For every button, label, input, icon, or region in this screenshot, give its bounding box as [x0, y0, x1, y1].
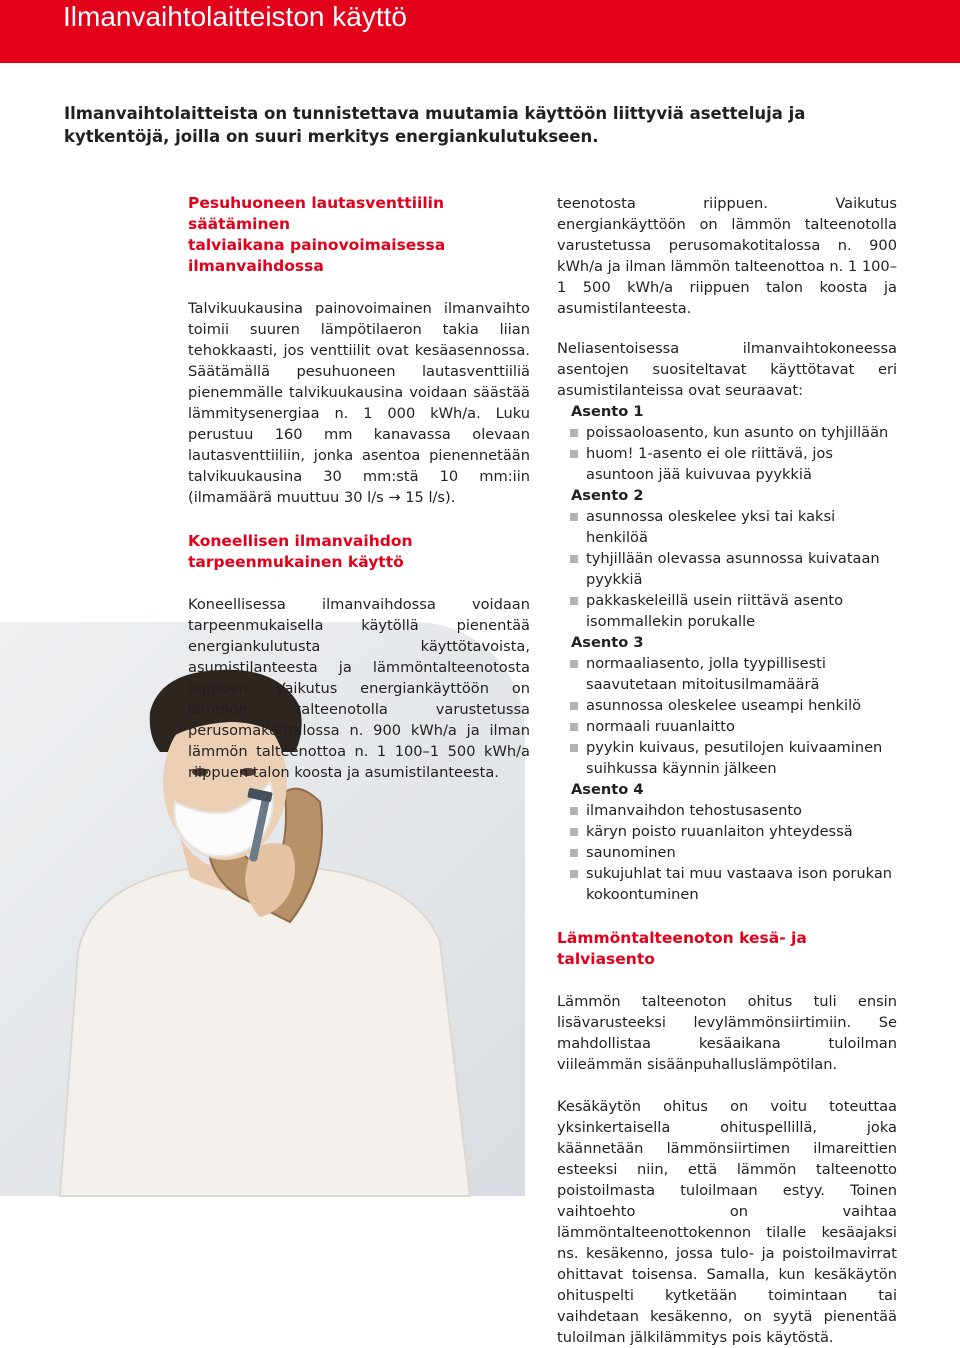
position-4-list [557, 800, 897, 905]
position-3-list [557, 653, 897, 779]
position-2-title: Asento 2 [571, 487, 644, 504]
page-header [0, 0, 960, 63]
list-item: asunnossa oleskelee yksi tai kaksi henkilöä [586, 506, 897, 548]
column-right [557, 193, 897, 1348]
section3-paragraph-2: Kesäkäytön ohitus on voitu toteuttaa yksinkertaisella ohituspellillä, joka käännetään lämmönsiirtimen ilmareittien esteeksi niin, että lämmön talteenotto poistoilmasta tuloilmaan estyy. Toinen vaihtoehto on vaihtaa lämmöntalteenottokennon tilalle kesäajaksi ns. kesäkenno, jossa tulo- ja poistoilmavirrat ohittavat toisensa. Samalla, kun kesäkäytön ohituspelti kytketään toimintaan tai vaihdetaan kesäkenno, on syytä pienentää tuloilman jälkilämmitys pois käytöstä. [557, 1098, 897, 1346]
list-item: pyykin kuivaus, pesutilojen kuivaaminen suihkussa käynnin jälkeen [586, 737, 897, 779]
position-1-title: Asento 1 [571, 403, 644, 420]
position-1-list [557, 422, 897, 485]
position-4-title: Asento 4 [571, 781, 644, 798]
list-item: sukujuhlat tai muu vastaava ison porukan kokoontuminen [586, 863, 897, 905]
list-item: käryn poisto ruuanlaiton yhteydessä [586, 821, 897, 842]
list-item: ilmanvaihdon tehostusasento [586, 800, 897, 821]
list-item: huom! 1-asento ei ole riittävä, jos asuntoon jää kuivuvaa pyykkiä [586, 443, 897, 485]
section3-paragraph-1: Lämmön talteenoton ohitus tuli ensin lisävarusteeksi levylämmönsiirtimiin. Se mahdollistaa kesäaikana tuloilman viileämmän sisäänpuhalluslämpötilan. [557, 993, 897, 1073]
list-item: normaaliasento, jolla tyypillisesti saavutetaan mitoitusilmamäärä [586, 653, 897, 695]
section1-heading-line1: Pesuhuoneen lautasventtiilin säätäminen [188, 194, 444, 233]
section1-body: Talvikuukausina painovoimainen ilmanvaihto toimii suuren lämpötilaeron takia liian tehokkaasti, jos venttiilit ovat kesäasennossa. Säätämällä pesuhuoneen lautasventtiiliä pienemmälle talvikuukausina voidaan säästää lämmitysenergiaa n. 1 000 kWh/a. Luku perustuu 160 mm kanavassa olevaan lautasventtiiliin, jonka asentoa pienennetään talvikuukausina 30 mm:stä 10 mm:iin (ilmamäärä muuttuu 30 l/s → 15 l/s). [188, 300, 530, 506]
list-item: pakkaskeleillä usein riittävä asento isommallekin porukalle [586, 590, 897, 632]
section2-heading-line2: tarpeenmukainen käyttö [188, 553, 404, 571]
position-2 [557, 485, 897, 632]
position-2-list [557, 506, 897, 632]
page-title: Ilmanvaihtolaitteiston käyttö [63, 1, 407, 32]
position-1 [557, 401, 897, 485]
section3-heading: Lämmöntalteenoton kesä- ja talviasento [557, 929, 807, 968]
list-item: tyhjillään olevassa asunnossa kuivataan pyykkiä [586, 548, 897, 590]
section2-body-continued: teenotosta riippuen. Vaikutus energiankäyttöön on lämmön talteenotolla varustetussa perusomakotitalossa n. 900 kWh/a ja ilman lämmön talteenottoa n. 1 100–1 500 kWh/a riippuen talon koosta ja asumistilanteesta. [557, 195, 897, 317]
list-item: poissaoloasento, kun asunto on tyhjillään [586, 422, 897, 443]
section2-heading-line1: Koneellisen ilmanvaihdon [188, 532, 413, 550]
section2-heading [188, 531, 530, 573]
section1-heading [188, 193, 530, 277]
position-4 [557, 779, 897, 905]
column-left [188, 193, 530, 781]
section1-heading-line2: talviaikana painovoimaisessa ilmanvaihdossa [188, 236, 446, 275]
list-item: normaali ruuanlaitto [586, 716, 897, 737]
position-3 [557, 632, 897, 779]
position-3-title: Asento 3 [571, 634, 644, 651]
list-item: asunnossa oleskelee useampi henkilö [586, 695, 897, 716]
positions-intro: Neliasentoisessa ilmanvaihtokoneessa asentojen suositeltavat käyttötavat eri asumistilanteissa ovat seuraavat: [557, 340, 897, 399]
intro-paragraph: Ilmanvaihtolaitteista on tunnistettava muutamia käyttöön liittyviä asetteluja ja kytkentöjä, joilla on suuri merkitys energiankulutukseen. [64, 104, 806, 146]
section2-body: Koneellisessa ilmanvaihdossa voidaan tarpeenmukaisella käytöllä pienentää energiankulutusta käyttötavoista, asumistilanteesta ja lämmöntalteenotosta riippuen. Vaikutus energiankäyttöön on lämmön talteenotolla varustetussa perusomakotitalossa n. 900 kWh/a ja ilman lämmön talteenottoa n. 1 100–1 500 kWh/a riippuen talon koosta ja asumistilanteesta. [188, 596, 530, 781]
list-item: saunominen [586, 842, 897, 863]
